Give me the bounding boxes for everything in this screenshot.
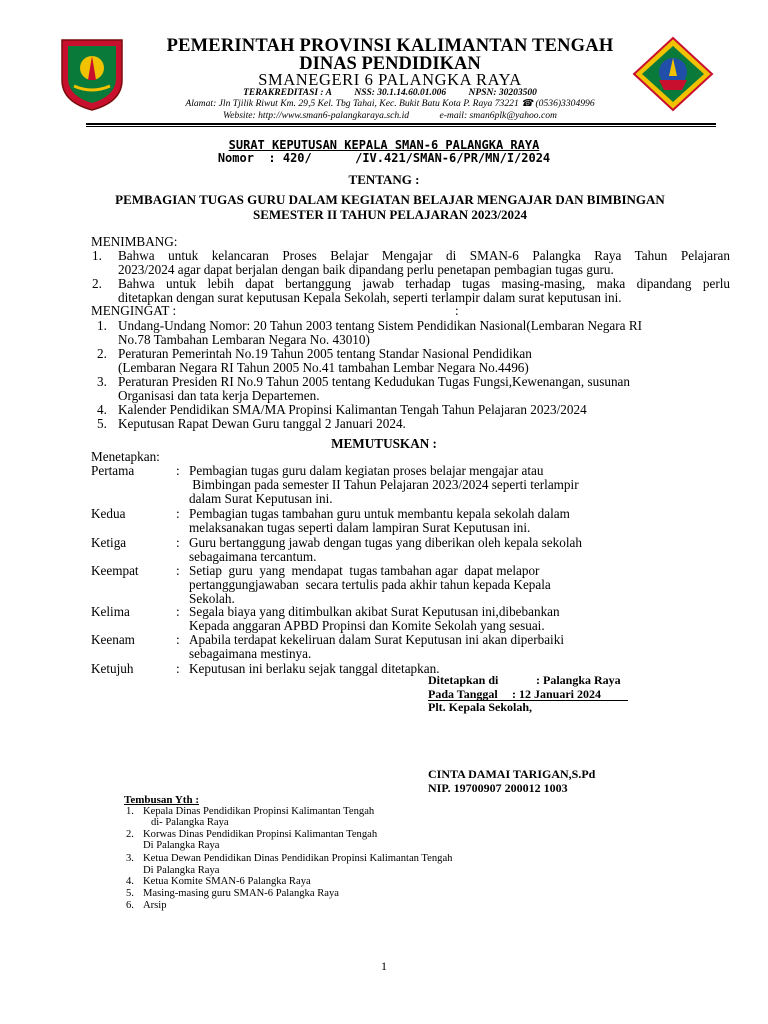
item-label: Kedua [91,506,126,521]
item-text: Bimbingan pada semester II Tahun Pelajaran 2023/2024 seperti terlampir [189,477,579,492]
item-text: Pembagian tugas guru dalam kegiatan proses belajar mengajar atau [189,463,544,478]
item-number: 2. [126,829,134,840]
item-text: melaksanakan tugas seperti dalam lampiran Surat Keputusan ini. [189,520,531,535]
item-text: sebagaimana tercantum. [189,549,317,564]
menimbang-heading: MENIMBANG: [91,234,178,249]
tembusan-heading: Tembusan Yth : [124,794,199,806]
menetapkan-heading: Menetapkan: [91,449,160,464]
item-text: No.78 Tambahan Lembaran Negara No. 43010) [118,332,370,347]
item-text: dalam Surat Keputusan ini. [189,491,333,506]
item-number: 1. [126,806,134,817]
item-text: Ketua Dewan Pendidikan Dinas Pendidikan Propinsi Kalimantan Tengah [143,853,453,864]
item-number: 5. [126,888,134,899]
item-number: 6. [126,900,134,911]
mengingat-heading: MENGINGAT : [91,303,177,318]
item-text: Korwas Dinas Pendidikan Propinsi Kalimantan Tengah [143,829,378,840]
signer-nip: NIP. 19700907 200012 1003 [428,781,568,795]
item-text: Kepada anggaran APBD Propinsi dan Komite Sekolah yang sesuai. [189,618,545,633]
signing-date [428,687,628,701]
memutuskan-heading: MEMUTUSKAN : [331,436,437,451]
subject-line: SEMESTER II TAHUN PELAJARAN 2023/2024 [252,207,527,222]
item-number: 3. [97,374,107,389]
item-label: Keempat [91,563,139,578]
item-number: 4. [97,402,107,417]
item-text: Di Palangka Raya [143,840,220,851]
item-colon: : [176,632,180,647]
item-label: Keenam [91,632,135,647]
date-value: : 12 Januari 2024 [512,687,602,701]
email-link[interactable]: e-mail: sman6plk@yahoo.com [439,110,557,121]
mengingat-colon: : [455,303,459,318]
item-label: Ketiga [91,535,127,550]
item-label: Pertama [91,463,135,478]
tentang-heading: TENTANG : [348,172,420,187]
item-number: 5. [97,416,107,431]
item-text: Segala biaya yang ditimbulkan akibat Surat Keputusan ini,dibebankan [189,604,560,619]
item-label: Ketujuh [91,661,134,676]
decree-title: SURAT KEPUTUSAN KEPALA SMAN-6 PALANGKA RAYA [228,138,540,152]
letterhead-department: DINAS PENDIDIKAN [299,54,481,74]
letterhead-registration [140,88,640,98]
item-number: 4. [126,876,134,887]
item-text: Peraturan Pemerintah No.19 Tahun 2005 tentang Standar Nasional Pendidikan [118,346,532,361]
item-text: Peraturan Presiden RI No.9 Tahun 2005 tentang Kedudukan Tugas Fungsi,Kewenangan, susunan [118,374,630,389]
item-number: 1. [92,248,102,263]
item-text: Bahwa untuk lebih dapat bertanggung jawab terhadap tugas masing-masing, maka dipandang perlu [118,276,730,291]
item-text: (Lembaran Negara RI Tahun 2005 No.41 tambahan Lembar Negara No.4496) [118,360,529,375]
item-text: ditetapkan dengan surat keputusan Kepala Sekolah, seperti terlampir dalam surat keputusan ini. [118,290,622,305]
decree-number: Nomor : 420/ /IV.421/SMAN-6/PR/MN/I/2024 [217,151,551,165]
item-text: Masing-masing guru SMAN-6 Palangka Raya [143,888,339,899]
letterhead-address: Alamat: Jln Tjilik Riwut Km. 29,5 Kel. Tbg Tahai, Kec. Bukit Batu Kota P. Raya 73221 ☎ (0536)3304996 [185,98,595,109]
item-text: Organisasi dan tata kerja Departemen. [118,388,320,403]
item-text: Kalender Pendidikan SMA/MA Propinsi Kalimantan Tengah Tahun Pelajaran 2023/2024 [118,402,587,417]
item-colon: : [176,463,180,478]
item-text: Apabila terdapat kekeliruan dalam Surat Keputusan ini akan diperbaiki [189,632,564,647]
item-text: Bahwa untuk kelancaran Proses Belajar Mengajar di SMAN-6 Palangka Raya Tahun Pelajaran [118,248,730,263]
item-text: Guru bertanggung jawab dengan tugas yang diberikan oleh kepala sekolah [189,535,582,550]
decree-subject [70,192,710,222]
signing-place [428,673,621,688]
date-label: Pada Tanggal [428,687,498,701]
item-number: 2. [92,276,102,291]
item-colon: : [176,661,180,676]
place-value: : Palangka Raya [536,673,621,687]
item-text: Keputusan ini berlaku sejak tanggal ditetapkan. [189,661,440,676]
item-text: Arsip [143,900,167,911]
nss: NSS: 30.1.14.60.01.006 [354,88,447,98]
item-text: Kepala Dinas Pendidikan Propinsi Kalimantan Tengah [143,806,375,817]
letterhead-divider [86,123,716,125]
accreditation: TERAKREDITASI : A [243,88,332,98]
npsn: NPSN: 30203500 [468,88,537,98]
item-number: 1. [97,318,107,333]
item-text: Pembagian tugas tambahan guru untuk membantu kepala sekolah dalam [189,506,570,521]
letterhead-school: SMANEGERI 6 PALANGKA RAYA [258,70,522,89]
item-text: Ketua Komite SMAN-6 Palangka Raya [143,876,311,887]
item-text: Undang-Undang Nomor: 20 Tahun 2003 tentang Sistem Pendidikan Nasional(Lembaran Negara RI [118,318,643,333]
item-text: di- Palangka Raya [143,817,229,828]
item-text: Setiap guru yang mendapat tugas tambahan agar dapat melapor [189,563,540,578]
item-text: Di Palangka Raya [143,865,220,876]
item-colon: : [176,506,180,521]
subject-line: PEMBAGIAN TUGAS GURU DALAM KEGIATAN BELAJAR MENGAJAR DAN BIMBINGAN [115,192,665,207]
item-text: pertanggungjawaban secara tertulis pada akhir tahun kepada Kepala [189,577,551,592]
item-number: 2. [97,346,107,361]
letterhead-contact [100,110,680,121]
item-number: 3. [126,853,134,864]
signer-name: CINTA DAMAI TARIGAN,S.Pd [428,767,596,781]
item-text: 2023/2024 agar dapat berjalan dengan baik dipandang perlu penetapan pembagian tugas guru. [118,262,614,277]
item-label: Kelima [91,604,130,619]
item-colon: : [176,604,180,619]
item-colon: : [176,563,180,578]
letterhead-divider-thin [86,126,716,127]
item-colon: : [176,535,180,550]
website-link[interactable]: Website: http://www.sman6-palangkaraya.sch.id [223,110,410,121]
item-text: sebagaimana mestinya. [189,646,312,661]
place-label: Ditetapkan di [428,673,499,687]
signer-position: Plt. Kepala Sekolah, [428,700,533,714]
letterhead-government: PEMERINTAH PROVINSI KALIMANTAN TENGAH [166,36,614,56]
page-number: 1 [381,959,387,973]
item-text: Keputusan Rapat Dewan Guru tanggal 2 Januari 2024. [118,416,406,431]
item-text: Sekolah. [189,591,235,606]
